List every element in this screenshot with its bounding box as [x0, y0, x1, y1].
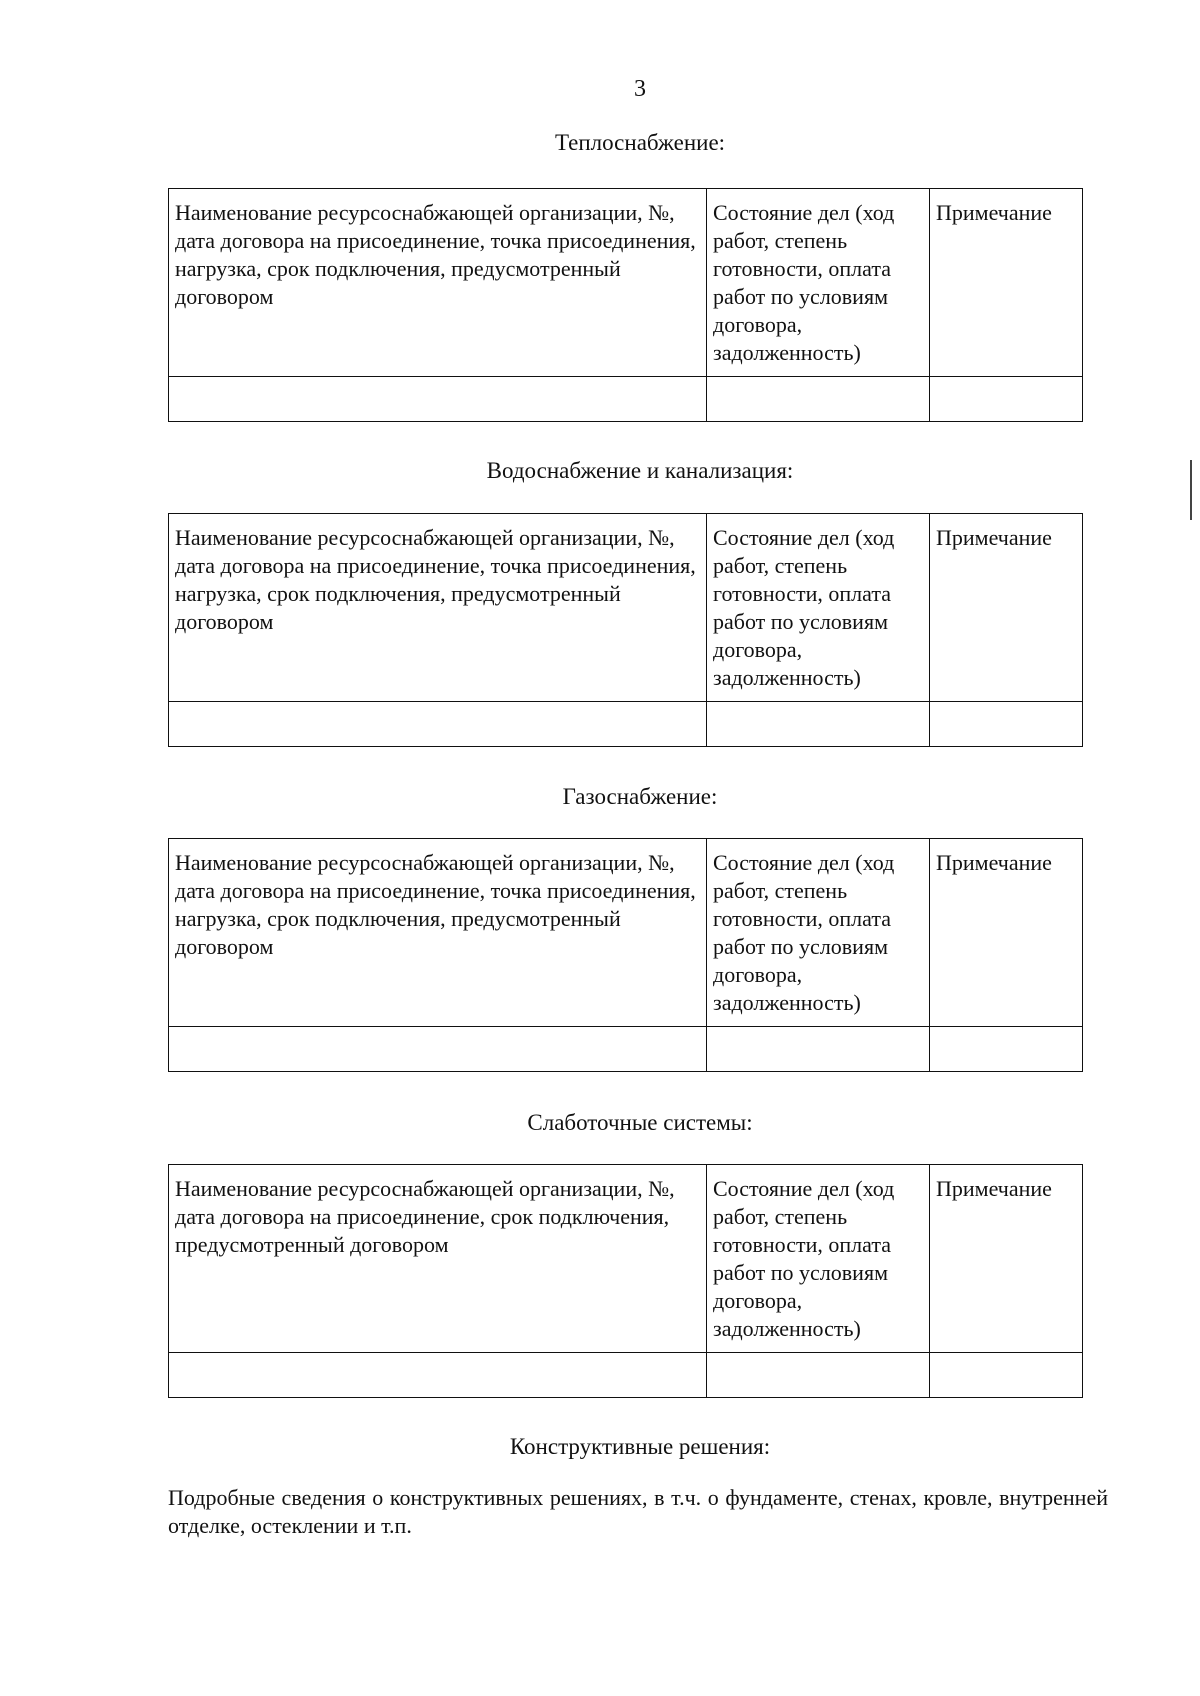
- table-cell-status: [707, 702, 930, 747]
- scan-edge-mark: [1190, 460, 1192, 520]
- water-supply-table: [168, 513, 1083, 747]
- table-header-row: [169, 839, 1083, 1027]
- table-row: [169, 1027, 1083, 1072]
- table-cell-organization: [169, 1027, 707, 1072]
- column-header-status: Состояние дел (ход работ, степень готовности, оплата работ по условиям договора, задолженность): [707, 1165, 930, 1353]
- heat-supply-table: [168, 188, 1083, 422]
- table-cell-note: [930, 1027, 1083, 1072]
- section-title-constructive-solutions: Конструктивные решения:: [509, 1434, 771, 1459]
- table-header-row: [169, 514, 1083, 702]
- table-cell-note: [930, 377, 1083, 422]
- column-header-status: Состояние дел (ход работ, степень готовности, оплата работ по условиям договора, задолженность): [707, 189, 930, 377]
- table-header-row: [169, 1165, 1083, 1353]
- column-header-note: Примечание: [930, 514, 1083, 702]
- table-row: [169, 377, 1083, 422]
- table-cell-note: [930, 702, 1083, 747]
- table-cell-organization: [169, 1353, 707, 1398]
- table-row: [169, 1353, 1083, 1398]
- column-header-note: Примечание: [930, 1165, 1083, 1353]
- column-header-note: Примечание: [930, 839, 1083, 1027]
- section-title-heat-supply: Теплоснабжение:: [554, 130, 726, 155]
- column-header-organization: Наименование ресурсоснабжающей организации, №, дата договора на присоединение, срок подключения, предусмотренный договором: [169, 1165, 707, 1353]
- table-row: [169, 702, 1083, 747]
- table-cell-organization: [169, 702, 707, 747]
- table-cell-status: [707, 377, 930, 422]
- column-header-note: Примечание: [930, 189, 1083, 377]
- table-cell-note: [930, 1353, 1083, 1398]
- column-header-organization: Наименование ресурсоснабжающей организации, №, дата договора на присоединение, точка присоединения, нагрузка, срок подключения, предусмотренный договором: [169, 189, 707, 377]
- constructive-solutions-paragraph: Подробные сведения о конструктивных решениях, в т.ч. о фундаменте, стенах, кровле, внутренней отделке, остеклении и т.п.: [168, 1485, 1108, 1538]
- table-cell-organization: [169, 377, 707, 422]
- section-title-gas-supply: Газоснабжение:: [562, 784, 718, 809]
- gas-supply-table: [168, 838, 1083, 1072]
- section-title-water-supply: Водоснабжение и канализация:: [486, 458, 794, 483]
- table-header-row: [169, 189, 1083, 377]
- column-header-status: Состояние дел (ход работ, степень готовности, оплата работ по условиям договора, задолженность): [707, 839, 930, 1027]
- page-number: 3: [634, 76, 646, 102]
- section-title-low-current-systems: Слаботочные системы:: [527, 1110, 753, 1135]
- column-header-status: Состояние дел (ход работ, степень готовности, оплата работ по условиям договора, задолженность): [707, 514, 930, 702]
- table-cell-status: [707, 1027, 930, 1072]
- column-header-organization: Наименование ресурсоснабжающей организации, №, дата договора на присоединение, точка присоединения, нагрузка, срок подключения, предусмотренный договором: [169, 514, 707, 702]
- column-header-organization: Наименование ресурсоснабжающей организации, №, дата договора на присоединение, точка присоединения, нагрузка, срок подключения, предусмотренный договором: [169, 839, 707, 1027]
- low-current-systems-table: [168, 1164, 1083, 1398]
- table-cell-status: [707, 1353, 930, 1398]
